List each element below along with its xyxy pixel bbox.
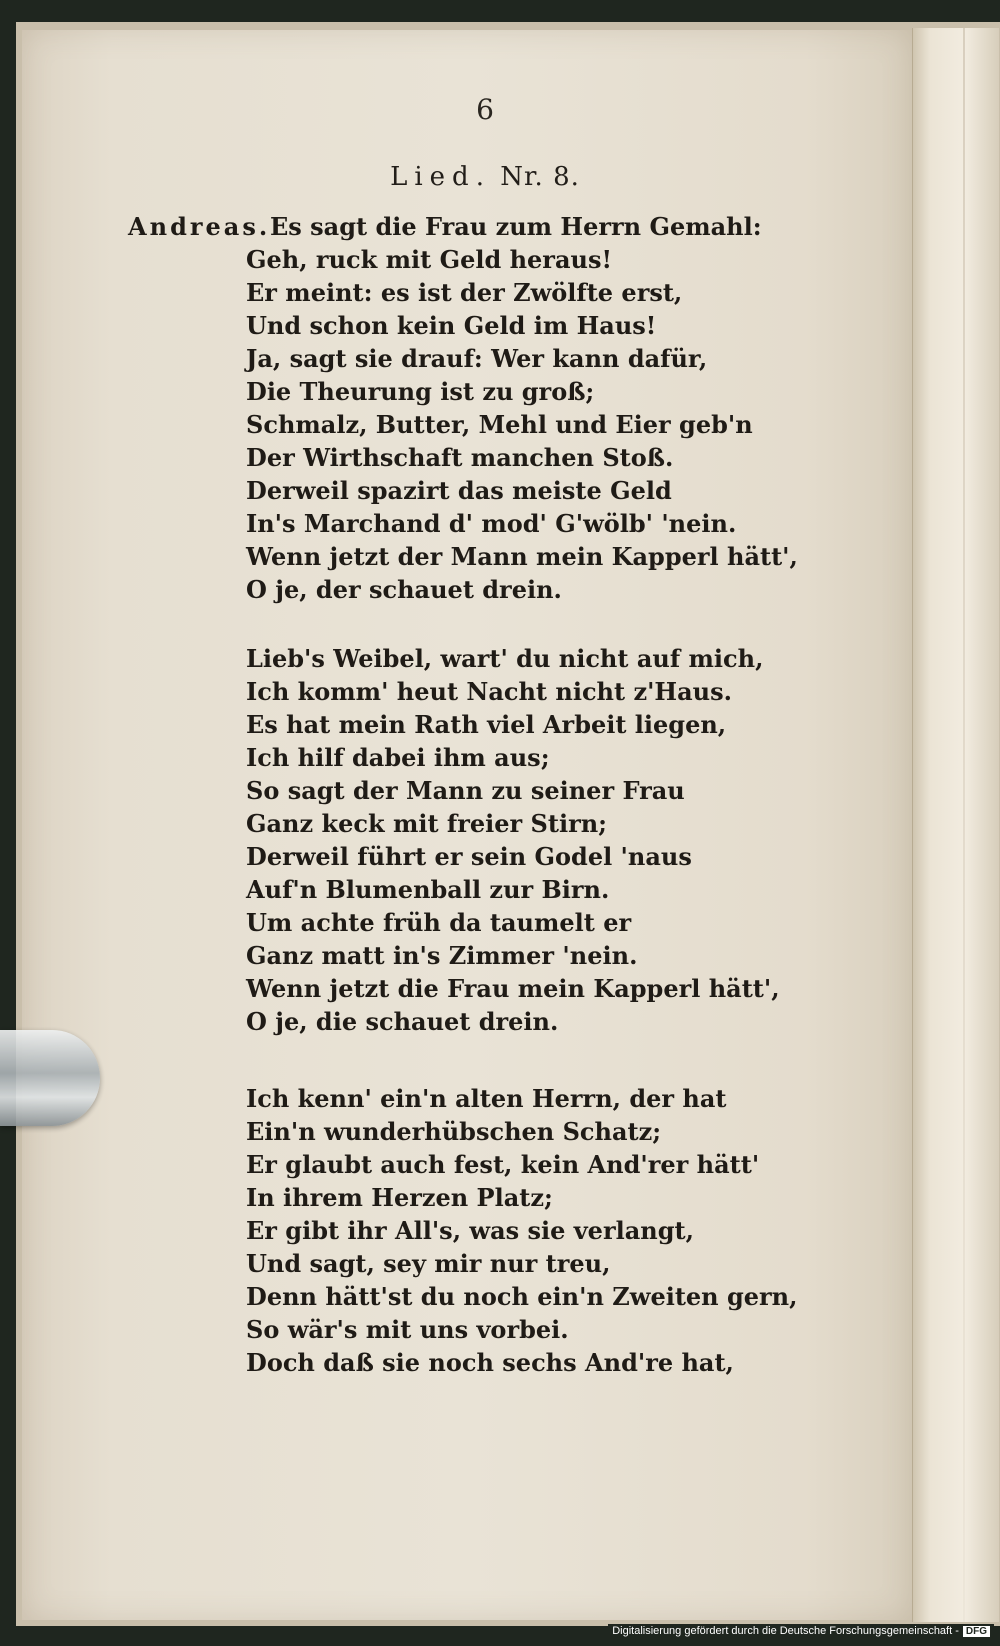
verse-line: Wenn jetzt der Mann mein Kapperl hätt',: [246, 542, 798, 571]
verse-line: Und schon kein Geld im Haus!: [246, 311, 657, 340]
verse-line: Ich komm' heut Nacht nicht z'Haus.: [246, 677, 732, 706]
digitization-footer: [608, 1624, 994, 1642]
verse-line: Doch daß sie noch sechs And're hat,: [246, 1348, 734, 1377]
verse-line: Um achte früh da taumelt er: [246, 908, 632, 937]
verse-line: Und sagt, sey mir nur treu,: [246, 1249, 611, 1278]
verse-line: Der Wirthschaft manchen Stoß.: [246, 443, 674, 472]
dfg-logo: DFG: [963, 1626, 990, 1637]
verse-line: Derweil führt er sein Godel 'naus: [246, 842, 692, 871]
verse-line: Ganz keck mit freier Stirn;: [246, 809, 608, 838]
verse-line: So wär's mit uns vorbei.: [246, 1315, 569, 1344]
verse-line: O je, die schauet drein.: [246, 1007, 559, 1036]
verse-line: Schmalz, Butter, Mehl und Eier geb'n: [246, 410, 753, 439]
verse-line: Geh, ruck mit Geld heraus!: [246, 245, 612, 274]
page-number: 6: [476, 93, 494, 126]
verse-line: Es sagt die Frau zum Herrn Gemahl:: [270, 212, 762, 241]
verse-line: Ich hilf dabei ihm aus;: [246, 743, 550, 772]
verse-line: Die Theurung ist zu groß;: [246, 377, 595, 406]
verse-line: Derweil spazirt das meiste Geld: [246, 476, 672, 505]
verse-line: Er glaubt auch fest, kein And'rer hätt': [246, 1150, 760, 1179]
verse-line: Ja, sagt sie drauf: Wer kann dafür,: [246, 344, 708, 373]
verse-line: Lieb's Weibel, wart' du nicht auf mich,: [246, 644, 764, 673]
footer-text: Digitalisierung gefördert durch die Deutsche Forschungsgemeinschaft -: [612, 1625, 959, 1637]
song-heading: [0, 162, 970, 192]
speaker-name: Andreas.: [128, 212, 271, 241]
verse-line: O je, der schauet drein.: [246, 575, 562, 604]
verse-line: Ich kenn' ein'n alten Herrn, der hat: [246, 1084, 727, 1113]
page-clip: [0, 1030, 100, 1126]
verse-line: Wenn jetzt die Frau mein Kapperl hätt',: [246, 974, 780, 1003]
verse-line: Es hat mein Rath viel Arbeit liegen,: [246, 710, 727, 739]
verse-line: Ganz matt in's Zimmer 'nein.: [246, 941, 638, 970]
verse-line: Er meint: es ist der Zwölfte erst,: [246, 278, 683, 307]
verse-line: Er gibt ihr All's, was sie verlangt,: [246, 1216, 694, 1245]
verse-line: Ein'n wunderhübschen Schatz;: [246, 1117, 662, 1146]
leaf-crease: [963, 28, 965, 1622]
song-heading-word: Lied.: [390, 162, 491, 192]
song-heading-number: Nr. 8.: [500, 162, 580, 192]
verse-line: So sagt der Mann zu seiner Frau: [246, 776, 685, 805]
verse-line: Denn hätt'st du noch ein'n Zweiten gern,: [246, 1282, 798, 1311]
verse-line: Auf'n Blumenball zur Birn.: [246, 875, 610, 904]
verse-line: In ihrem Herzen Platz;: [246, 1183, 553, 1212]
next-leaf-edge: [912, 28, 999, 1622]
verse-line: In's Marchand d' mod' G'wölb' 'nein.: [246, 509, 737, 538]
